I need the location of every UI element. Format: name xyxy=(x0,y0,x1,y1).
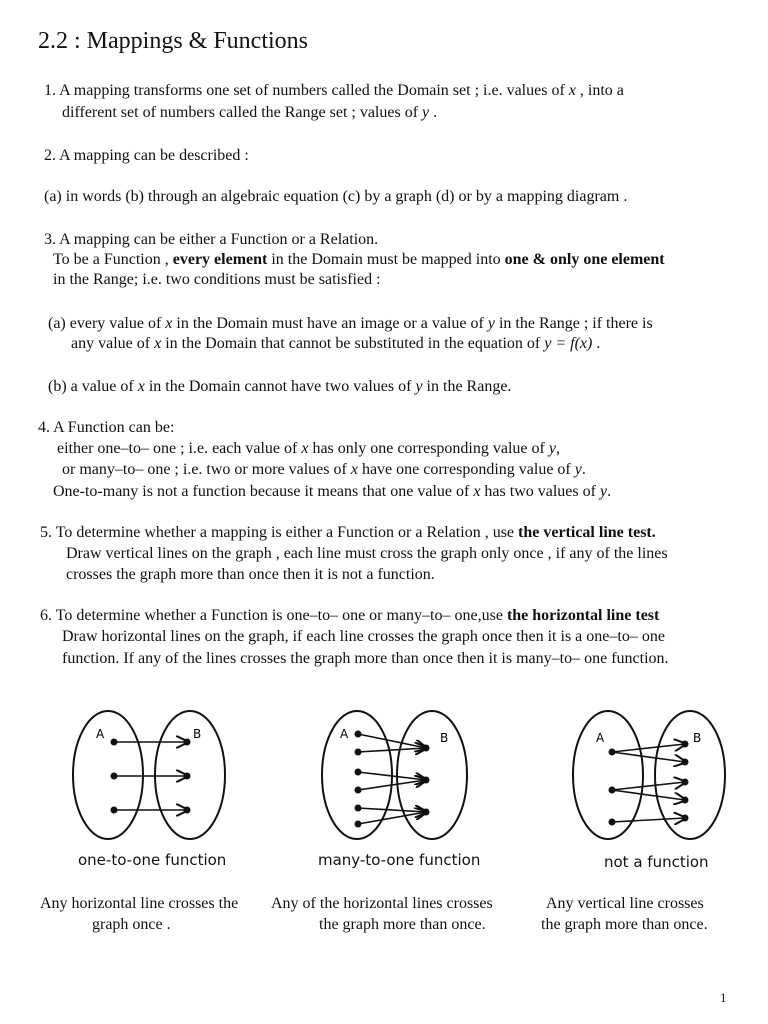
mapping-arrow xyxy=(612,790,685,800)
var-y: y xyxy=(548,440,556,457)
var-x: x xyxy=(165,315,173,332)
point-1-line-2 xyxy=(62,102,437,123)
mapping-arrow xyxy=(612,782,685,790)
text: in the Domain must have an image or a value of xyxy=(172,315,488,332)
domain-point xyxy=(609,819,616,826)
equation: y = f(x) xyxy=(544,335,593,352)
text: (a) every value of xyxy=(48,315,166,332)
domain-point xyxy=(355,821,362,828)
text: either one–to– one ; i.e. each value of xyxy=(57,440,302,457)
bold-text: every element xyxy=(172,251,268,268)
point-4-line-2 xyxy=(57,438,560,459)
var-x: x xyxy=(301,440,309,457)
set-b-label: B xyxy=(440,731,449,745)
point-1-line-1 xyxy=(44,80,624,101)
domain-point xyxy=(355,805,362,812)
point-4-line-1: 4. A Function can be: xyxy=(38,419,175,436)
point-3-line-2 xyxy=(53,249,665,270)
range-point xyxy=(423,745,430,752)
set-a-label: A xyxy=(340,727,349,741)
var-y: y xyxy=(487,315,495,332)
note-3-line-1: Any vertical line crosses xyxy=(546,895,704,912)
var-x: x xyxy=(350,461,358,478)
note-2-line-1: Any of the horizontal lines crosses xyxy=(271,895,493,912)
domain-point xyxy=(609,749,616,756)
set-a-label: A xyxy=(596,731,605,745)
domain-point xyxy=(609,787,616,794)
bold-text: one & only one element xyxy=(504,251,665,268)
point-5-line-1 xyxy=(40,522,656,543)
range-point xyxy=(423,809,430,816)
var-x: x xyxy=(473,483,481,500)
domain-point xyxy=(111,739,118,746)
page-title: 2.2 : Mappings & Functions xyxy=(38,28,309,54)
text: (b) a value of xyxy=(48,378,138,395)
mapping-arrow xyxy=(358,812,426,824)
text: 5. To determine whether a mapping is either a Function or a Relation , use xyxy=(40,524,519,541)
domain-point xyxy=(111,807,118,814)
range-point xyxy=(682,797,689,804)
condition-a-line-1 xyxy=(48,313,653,334)
text: in the Domain that cannot be substituted in the equation of xyxy=(161,335,545,352)
point-5-line-2: Draw vertical lines on the graph , each line must cross the graph only once , if any of the lines xyxy=(66,545,668,562)
point-2-line-2: (a) in words (b) through an algebraic equation (c) by a graph (d) or by a mapping diagram . xyxy=(44,188,628,205)
note-1-line-2: graph once . xyxy=(92,916,171,933)
range-point xyxy=(682,759,689,766)
text: in the Domain must be mapped into xyxy=(267,251,505,268)
text: in the Range. xyxy=(422,378,512,395)
note-3-line-2: the graph more than once. xyxy=(541,916,708,933)
text: in the Domain cannot have two values of xyxy=(144,378,416,395)
point-3-line-3: in the Range; i.e. two conditions must be satisfied : xyxy=(53,271,381,288)
point-5-line-3: crosses the graph more than once then it is not a function. xyxy=(66,566,435,583)
point-6-line-1 xyxy=(40,605,659,626)
text: , xyxy=(555,440,560,457)
var-y: y xyxy=(574,461,582,478)
var-y: y xyxy=(599,483,608,500)
text: . xyxy=(592,335,601,352)
mapping-arrow xyxy=(612,818,685,822)
text: has only one corresponding value of xyxy=(308,440,549,457)
domain-point xyxy=(355,787,362,794)
text: . xyxy=(429,104,438,121)
bold-text: the vertical line test. xyxy=(518,524,656,541)
domain-point xyxy=(355,749,362,756)
point-6-line-2: Draw horizontal lines on the graph, if each line crosses the graph once then it is a one–to– one xyxy=(62,628,665,645)
text: different set of numbers called the Range set ; values of xyxy=(62,104,423,121)
caption-many-to-one: many-to-one function xyxy=(318,851,481,869)
point-6-line-3: function. If any of the lines crosses the graph more than once then it is many–to– one function. xyxy=(62,650,669,667)
mapping-diagrams xyxy=(0,700,768,850)
range-point xyxy=(184,739,191,746)
text: 6. To determine whether a Function is one–to– one or many–to– one,use xyxy=(40,607,507,624)
condition-b-line-1 xyxy=(48,376,511,397)
range-point xyxy=(184,807,191,814)
caption-not-a-function: not a function xyxy=(604,853,709,871)
bold-text: the horizontal line test xyxy=(506,607,660,624)
set-b-ellipse xyxy=(397,711,467,839)
text: any value of xyxy=(71,335,155,352)
range-point xyxy=(682,815,689,822)
page-number: 1 xyxy=(720,990,727,1005)
text: 1. A mapping transforms one set of numbers called the Domain set ; i.e. values of xyxy=(44,82,569,99)
note-2-line-2: the graph more than once. xyxy=(319,916,486,933)
range-point xyxy=(682,779,689,786)
range-point xyxy=(184,773,191,780)
set-a-label: A xyxy=(96,727,105,741)
mapping-arrow xyxy=(358,734,426,748)
var-x: x xyxy=(154,335,162,352)
text: . xyxy=(581,461,586,478)
point-4-line-4 xyxy=(53,481,611,502)
text: To be a Function , xyxy=(53,251,173,268)
mapping-arrow xyxy=(358,748,426,752)
range-point xyxy=(682,741,689,748)
point-4-line-3 xyxy=(62,459,586,480)
domain-point xyxy=(111,773,118,780)
condition-a-line-2 xyxy=(71,333,600,354)
var-y: y xyxy=(415,378,423,395)
set-a-ellipse xyxy=(73,711,143,839)
text: One-to-many is not a function because it means that one value of xyxy=(53,483,474,500)
text: . xyxy=(607,483,612,500)
text: has two values of xyxy=(480,483,600,500)
domain-point xyxy=(355,731,362,738)
var-x: x xyxy=(137,378,145,395)
var-y: y xyxy=(422,104,430,121)
mapping-arrow xyxy=(358,808,426,812)
text: in the Range ; if there is xyxy=(494,315,653,332)
point-3-line-1: 3. A mapping can be either a Function or a Relation. xyxy=(44,231,379,248)
set-a-ellipse xyxy=(573,711,643,839)
text: or many–to– one ; i.e. two or more values of xyxy=(62,461,351,478)
var-x: x xyxy=(568,82,576,99)
point-2-line-1: 2. A mapping can be described : xyxy=(44,147,249,164)
note-1-line-1: Any horizontal line crosses the xyxy=(40,895,239,912)
text: have one corresponding value of xyxy=(357,461,575,478)
set-b-label: B xyxy=(193,727,202,741)
set-b-label: B xyxy=(693,731,702,745)
mapping-arrow xyxy=(612,752,685,762)
caption-one-to-one: one-to-one function xyxy=(78,851,227,869)
domain-point xyxy=(355,769,362,776)
text: , into a xyxy=(575,82,624,99)
mapping-arrow xyxy=(612,744,685,752)
range-point xyxy=(423,777,430,784)
